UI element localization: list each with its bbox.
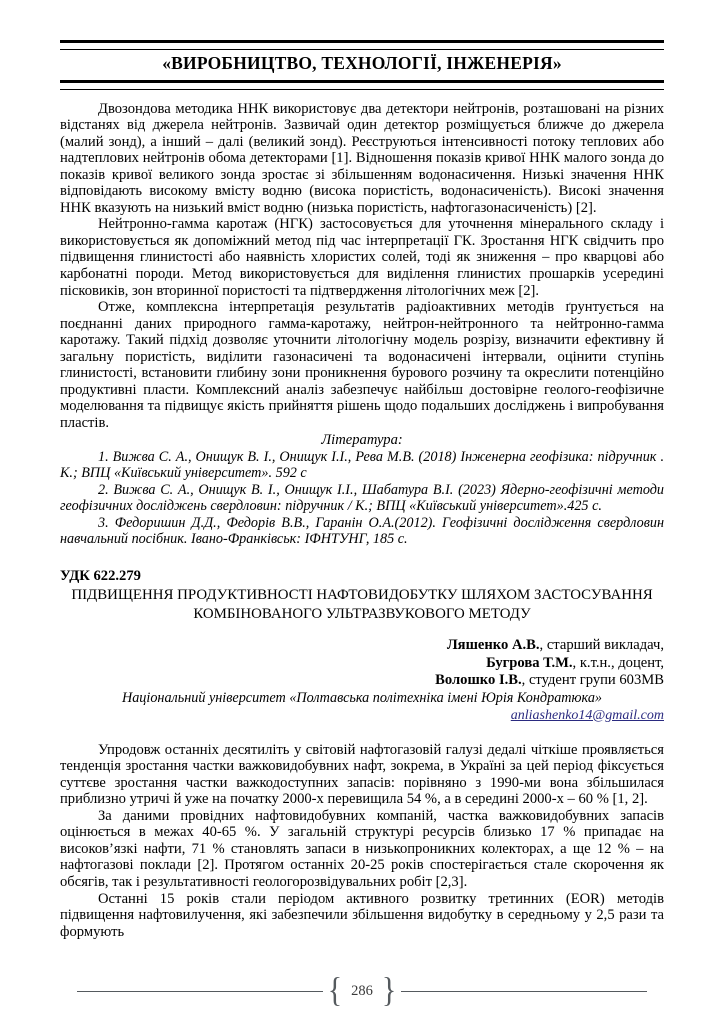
references-list bbox=[60, 449, 664, 547]
author-name: Бугрова Т.М. bbox=[486, 654, 573, 671]
email-line bbox=[60, 707, 664, 724]
paragraph: Упродовж останніх десятиліть у світовій нафтогазовій галузі дедалі чіткіше проявляється тенденція зростання частки важковидобувних нафт, зокрема, в Україні за цей період фіксується суттєве зростання частки важкодоступних запасів: порівняно з 1990-ми вона збільшилася приблизно утричі й уже на початку 2000-х перевищила 54 %, а в середині 2000-х – 60 % [1, 2]. bbox=[60, 741, 664, 808]
author-name: Волошко І.В. bbox=[435, 672, 522, 689]
udc-code: УДК 622.279 bbox=[60, 568, 141, 585]
references-heading: Література: bbox=[321, 432, 403, 449]
header-rule-bottom bbox=[60, 80, 664, 90]
reference-item: 2. Вижва С. А., Онищук В. І., Онищук І.І., Шабатура В.І. (2023) Ядерно-геофізичні методи геофізичних досліджень свердловин: підручник / К.; ВПЦ «Київський університет».425 с. bbox=[60, 481, 664, 515]
author-email-link[interactable]: anliashenko14@gmail.com bbox=[510, 707, 664, 723]
author-block bbox=[60, 637, 664, 689]
paragraph: Останні 15 років стали періодом активного розвитку третинних (EOR) методів підвищення нафтовилучення, які забезпечили збільшення видобутку в середньому у 2,5 рази та формують bbox=[60, 890, 664, 940]
reference-item: 1. Вижва С. А., Онищук В. І., Онищук І.І., Рева М.В. (2018) Інженерна геофізика: підручник . К.; ВПЦ «Київський університет». 592 с bbox=[60, 448, 664, 482]
author-name: Ляшенко А.В. bbox=[446, 637, 540, 654]
footer-brace-right: } bbox=[381, 971, 397, 1010]
reference-item: 3. Федоришин Д.Д., Федорів В.В., Гаранін О.А.(2012). Геофізичні дослідження свердловин навчальний посібник. Івано-Франківськ: ІФНТУНГ, 185 с. bbox=[60, 514, 664, 548]
paragraph: Двозондова методика ННК використовує два детектори нейтронів, розташовані на різних відстанях від джерела нейтронів. Зазвичай один детектор розміщується ближче до джерела (малий зонд), а інший – далі (великий зонд). Реєструються інтенсивності потоку теплових або надтеплових нейтронів обома детекторами [1]. Відношення показів кривої ННК малого зонда до показів кривої великого зонда зростає зі збільшенням водонасичення. Низькі значення ННК відповідають високому вмісту водню (висока пористість, водонасиченість). Високі значення ННК вказують на низький вміст водню (низька пористість, нафтогазонасиченість) [2]. bbox=[60, 100, 664, 216]
author-entry bbox=[60, 672, 664, 689]
author-role: , к.т.н., доцент, bbox=[572, 654, 664, 671]
footer-rule-left bbox=[77, 991, 323, 992]
header-rule-top bbox=[60, 40, 664, 50]
article-title-line-2: КОМБІНОВАНОГО УЛЬТРАЗВУКОВОГО МЕТОДУ bbox=[193, 605, 531, 622]
paragraph: За даними провідних нафтовидобувних компаній, частка важковидобувних запасів оцінюється в межах 40-65 %. У загальній структурі ресурсів близько 17 % припадає на високов’язкі нафти, 71 % становлять запаси в низькопроникних колекторах, а ще 12 % – на нафтогазові поклади [2]. Протягом останніх 20-25 років спостерігається стале скорочення як обсягів, так і результативності геологорозвідувальних робіт [2,3]. bbox=[60, 807, 664, 891]
new-article-body bbox=[60, 742, 664, 941]
page-footer bbox=[0, 971, 724, 1010]
footer-rule-right bbox=[401, 991, 647, 992]
running-header-title: «ВИРОБНИЦТВО, ТЕХНОЛОГІЇ, ІНЖЕНЕРІЯ» bbox=[162, 53, 562, 73]
article-title bbox=[60, 586, 664, 623]
author-entry bbox=[60, 655, 664, 672]
previous-article-body bbox=[60, 101, 664, 432]
author-role: , студент групи 603МВ bbox=[521, 672, 664, 689]
paragraph: Нейтронно-гамма каротаж (НГК) застосовується для уточнення мінерального складу і використовується як допоміжний метод під час інтерпретації ГК. Зростання НГК свідчить про підвищення глинистості або наявність хлористих солей, тоді як зниження – про кварцові або карбонатні породи. Метод використовується для виділення глинистих прошарків усередині пісковиків, зон вторинної пористості та підтвердження літологічних меж [2]. bbox=[60, 216, 664, 299]
article-title-line-1: ПІДВИЩЕННЯ ПРОДУКТИВНОСТІ НАФТОВИДОБУТКУ ШЛЯХОМ ЗАСТОСУВАННЯ bbox=[71, 587, 653, 604]
page-number: 286 bbox=[351, 982, 373, 999]
running-header bbox=[60, 40, 664, 90]
author-entry bbox=[60, 637, 664, 654]
author-role: , старший викладач, bbox=[539, 637, 664, 654]
affiliation: Національний університет «Полтавська політехніка імені Юрія Кондратюка» bbox=[121, 689, 603, 706]
paragraph: Отже, комплексна інтерпретація результатів радіоактивних методів ґрунтується на поєднанні даних природного гамма-каротажу, нейтрон-нейтронного та нейтронно-гамма каротажу. Такий підхід дозволяє уточнити літологічну модель розрізу, визначити ефективну й загальну пористість, виділити газонасичені та водонасичені інтервали, оцінити ступінь глинистості, встановити глибину зони проникнення бурового розчину та окреслити потенційно продуктивні пласти. Комплексний аналіз забезпечує найбільш достовірне геолого-геофізичне моделювання та підвищує якість прийняття рішень щодо подальших досліджень і випробування пластів. bbox=[60, 299, 664, 431]
footer-brace-left: { bbox=[327, 971, 343, 1010]
